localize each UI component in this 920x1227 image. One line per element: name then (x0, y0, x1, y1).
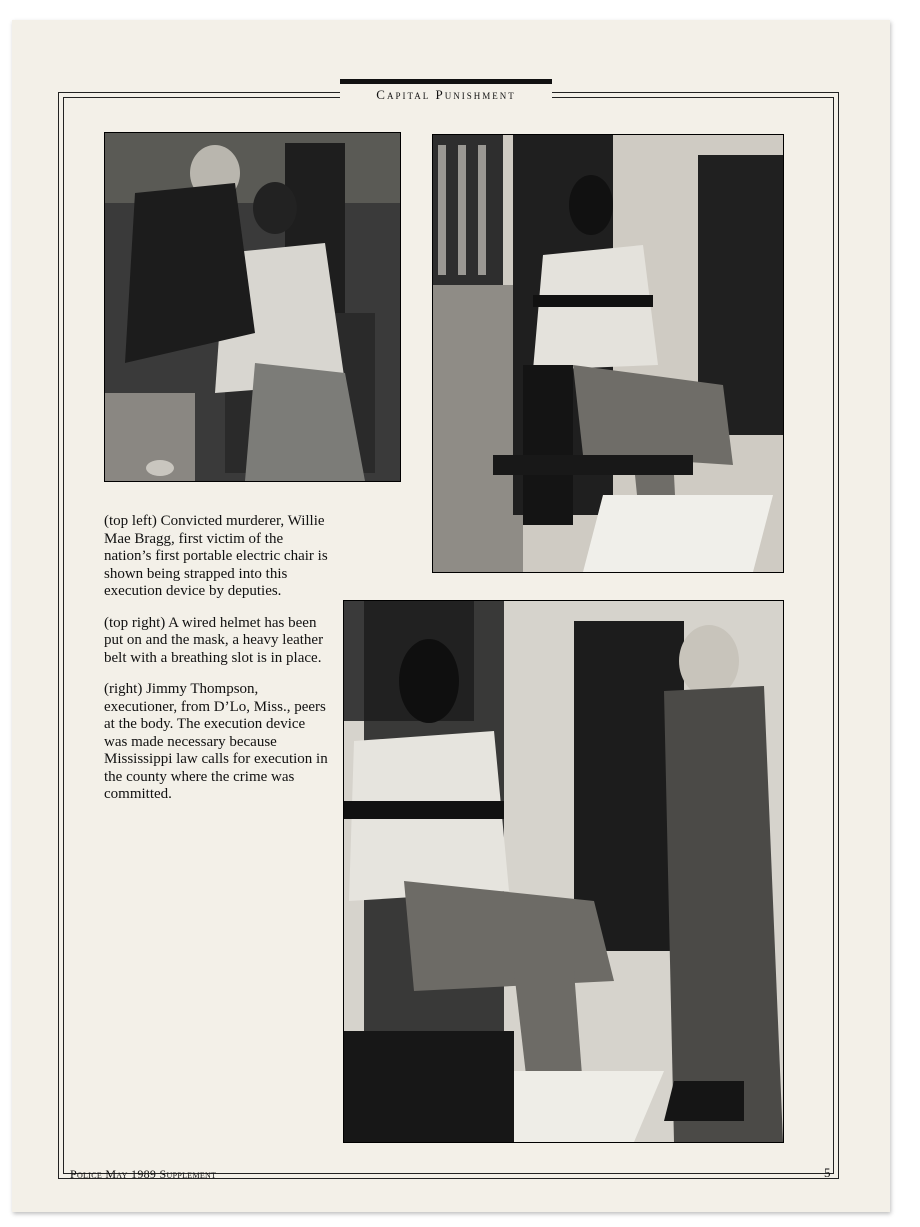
photo-top-left (104, 132, 401, 482)
caption-right: (right) Jimmy Thompson, executioner, from D’Lo, Miss., peers at the body. The execution device was made necessary because Mississippi law calls for execution in the county where the crime was committed. (104, 681, 328, 802)
photo-bottom-right (343, 600, 784, 1143)
section-header (340, 84, 552, 106)
footer-publication: Police May 1989 Supplement (70, 1167, 217, 1181)
caption-top-left: (top left) Convicted murderer, Willie Mae Bragg, first victim of the nation’s first portable electric chair is shown being strapped into this execution device by deputies. (104, 513, 328, 599)
photo-bottom-right-image (344, 601, 783, 1142)
caption-top-right: (top right) A wired helmet has been put on and the mask, a heavy leather belt with a breathing slot is in place. (104, 614, 324, 666)
caption-block (104, 513, 332, 818)
magazine-page (12, 20, 890, 1212)
photo-top-left-image (105, 133, 400, 481)
photo-top-right-image (433, 135, 783, 572)
section-title: Capital Punishment (376, 87, 516, 102)
page-number: 5 (824, 1165, 831, 1180)
photo-top-right (432, 134, 784, 573)
